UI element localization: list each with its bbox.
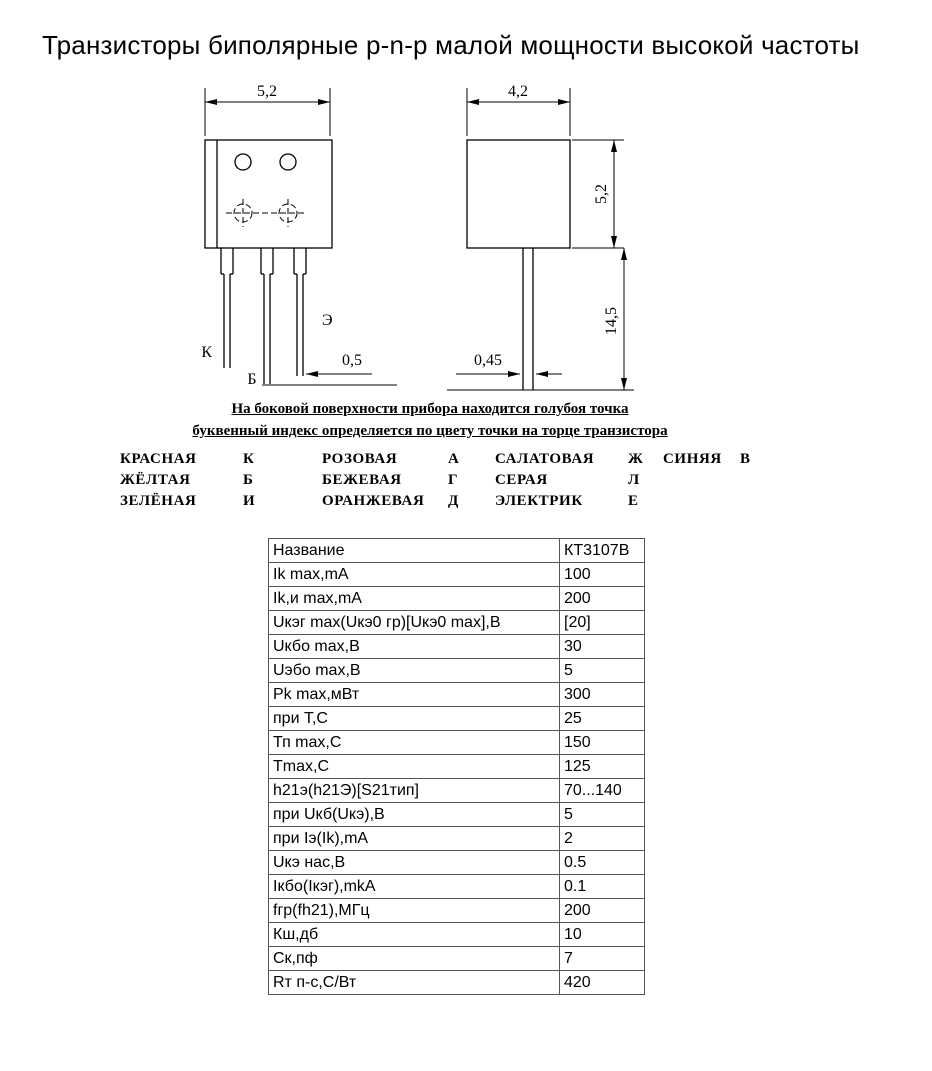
table-row — [269, 563, 645, 587]
param-name-cell: Кш,дб — [269, 923, 560, 947]
color-code-row — [120, 470, 800, 491]
param-value-cell: 2 — [560, 827, 645, 851]
param-name-cell: Uэбо max,В — [269, 659, 560, 683]
note-block — [140, 398, 720, 442]
table-row — [269, 923, 645, 947]
table-row — [269, 731, 645, 755]
param-value-cell: [20] — [560, 611, 645, 635]
page-title: Транзисторы биполярные p-n-p малой мощности высокой частоты — [42, 30, 860, 60]
side-lead — [523, 248, 533, 390]
param-value-cell: 70...140 — [560, 779, 645, 803]
param-name-cell: Uкэг max(Uкэ0 гр)[Uкэ0 max],В — [269, 611, 560, 635]
lead-collector — [221, 248, 233, 368]
param-name-header: Название — [269, 539, 560, 563]
param-value-cell: 200 — [560, 899, 645, 923]
color-code-cell: К — [243, 451, 255, 467]
param-value-cell: 0.1 — [560, 875, 645, 899]
color-code-row — [120, 449, 800, 470]
param-value-cell: 25 — [560, 707, 645, 731]
param-name-cell: Ск,пф — [269, 947, 560, 971]
side-height-dim-label: 5,2 — [593, 184, 610, 204]
table-row — [269, 803, 645, 827]
color-code-cell: Л — [628, 472, 640, 488]
param-name-cell: Pk max,мВт — [269, 683, 560, 707]
table-row — [269, 683, 645, 707]
table-row — [269, 587, 645, 611]
parameters-table — [268, 538, 645, 995]
color-code-cell: Г — [448, 472, 459, 488]
color-name-cell: КРАСНАЯ — [120, 451, 197, 467]
side-lead-length-dimension — [603, 248, 624, 390]
table-row — [269, 851, 645, 875]
param-value-cell: 5 — [560, 803, 645, 827]
param-value-cell: 150 — [560, 731, 645, 755]
param-value-cell: 200 — [560, 587, 645, 611]
table-row — [269, 971, 645, 995]
table-row — [269, 707, 645, 731]
param-name-cell: Ik,и max,mA — [269, 587, 560, 611]
param-value-header: КТ3107В — [560, 539, 645, 563]
param-name-cell: Tmax,C — [269, 755, 560, 779]
param-value-cell: 30 — [560, 635, 645, 659]
lead-base — [261, 248, 273, 384]
param-value-cell: 125 — [560, 755, 645, 779]
side-lead-width-dimension — [456, 352, 562, 374]
param-name-cell: при Iэ(Ik),mA — [269, 827, 560, 851]
color-name-cell: ОРАНЖЕВАЯ — [322, 493, 425, 509]
color-code-row — [120, 491, 800, 512]
color-code-table — [120, 449, 800, 512]
side-top-dimension — [467, 83, 570, 136]
color-name-cell: ЖЁЛТАЯ — [120, 472, 191, 488]
param-value-cell: 10 — [560, 923, 645, 947]
pin-label-collector: К — [201, 344, 212, 361]
table-row — [269, 779, 645, 803]
side-height-dimension — [572, 140, 624, 248]
lead-emitter — [294, 248, 306, 376]
hole-icon — [235, 154, 251, 170]
color-code-cell: Б — [243, 472, 254, 488]
front-top-dimension — [205, 83, 330, 136]
front-width-dim-label: 5,2 — [257, 83, 277, 100]
hole-icon — [280, 154, 296, 170]
package-drawings — [0, 78, 932, 408]
color-code-cell: В — [740, 451, 751, 467]
param-name-cell: Ik max,mA — [269, 563, 560, 587]
color-name-cell: СЕРАЯ — [495, 472, 548, 488]
table-header-row — [269, 539, 645, 563]
table-row — [269, 611, 645, 635]
table-row — [269, 827, 645, 851]
table-row — [269, 947, 645, 971]
param-name-cell: h21э(h21Э)[S21тип] — [269, 779, 560, 803]
table-row — [269, 659, 645, 683]
param-name-cell: Тп max,C — [269, 731, 560, 755]
front-view — [201, 83, 397, 388]
table-row — [269, 635, 645, 659]
param-name-cell: Uкбо max,В — [269, 635, 560, 659]
side-lead-length-dim-label: 14,5 — [603, 307, 620, 335]
param-name-cell: при T,C — [269, 707, 560, 731]
param-value-cell: 7 — [560, 947, 645, 971]
color-name-cell: СИНЯЯ — [663, 451, 722, 467]
color-name-cell: РОЗОВАЯ — [322, 451, 398, 467]
side-width-dim-label: 4,2 — [508, 83, 528, 100]
table-row — [269, 875, 645, 899]
param-name-cell: Rт п-с,С/Вт — [269, 971, 560, 995]
side-lead-width-dim-label: 0,45 — [474, 352, 502, 369]
color-name-cell: ЭЛЕКТРИК — [495, 493, 583, 509]
param-value-cell: 0.5 — [560, 851, 645, 875]
table-row — [269, 755, 645, 779]
param-name-cell: Uкэ нас,В — [269, 851, 560, 875]
color-code-cell: Д — [448, 493, 459, 509]
pin-label-emitter: Э — [322, 312, 333, 329]
param-value-cell: 420 — [560, 971, 645, 995]
param-value-cell: 5 — [560, 659, 645, 683]
param-name-cell: при Uкб(Uкэ),В — [269, 803, 560, 827]
note-line1: На боковой поверхности прибора находится голубоя точка — [231, 401, 629, 417]
front-lead-width-dimension — [262, 352, 397, 385]
front-lead-width-dim-label: 0,5 — [342, 352, 362, 369]
color-code-cell: А — [448, 451, 460, 467]
side-view — [447, 83, 634, 390]
param-value-cell: 100 — [560, 563, 645, 587]
param-name-cell: Iкбо(Iкэг),mkA — [269, 875, 560, 899]
color-name-cell: БЕЖЕВАЯ — [322, 472, 402, 488]
side-body — [467, 140, 570, 248]
table-row — [269, 899, 645, 923]
pin-label-base: Б — [247, 371, 257, 388]
front-body — [205, 140, 332, 248]
color-name-cell: ЗЕЛЁНАЯ — [120, 493, 197, 509]
note-line2: буквенный индекс определяется по цвету точки на торце транзистора — [192, 423, 668, 439]
color-name-cell: САЛАТОВАЯ — [495, 451, 595, 467]
color-code-cell: И — [243, 493, 256, 509]
color-code-cell: Ж — [628, 451, 644, 467]
param-value-cell: 300 — [560, 683, 645, 707]
param-name-cell: fгр(fh21),МГц — [269, 899, 560, 923]
color-code-cell: Е — [628, 493, 639, 509]
